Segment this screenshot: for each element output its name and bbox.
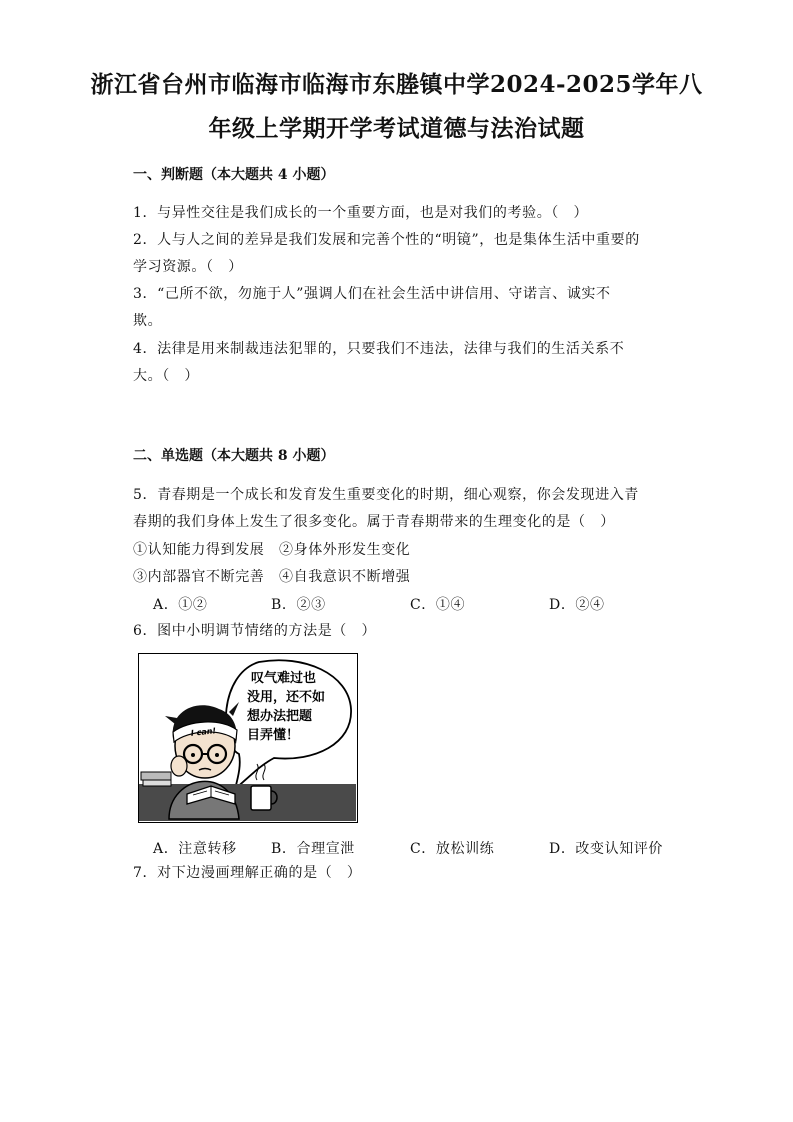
question-6-option-c: C．放松训练: [410, 841, 495, 857]
question-7: 7．对下边漫画理解正确的是（ ）: [133, 865, 362, 881]
exam-title-line1: 浙江省台州市临海市临海市东塍镇中学2024-2025学年八: [90, 71, 703, 98]
section-judgement-heading: 一、判断题（本大题共 4 小题）: [133, 167, 335, 183]
question-4-line2: 大。（ ）: [133, 368, 199, 384]
exam-title-line2: 年级上学期开学考试道德与法治试题: [208, 115, 585, 142]
question-1: 1．与异性交往是我们成长的一个重要方面，也是对我们的考验。（ ）: [133, 205, 589, 221]
question-3-line2: 欺。: [133, 313, 163, 329]
question-5-line2: 春期的我们身体上发生了很多变化。属于青春期带来的生理变化的是（ ）: [133, 514, 615, 530]
question-6: 6．图中小明调节情绪的方法是（ ）: [133, 623, 377, 639]
question-3-line1: 3．“己所不欲，勿施于人”强调人们在社会生活中讲信用、守诺言、诚实不: [133, 286, 611, 302]
question-5-option-d: D．②④: [549, 597, 605, 613]
cartoon-drawing: [139, 654, 356, 821]
cartoon-image: [138, 653, 358, 823]
question-5-statements-2: ③内部器官不断完善 ④自我意识不断增强: [133, 569, 411, 585]
headband-text: I can!: [190, 726, 217, 738]
bubble-line-2: 没用，还不如: [247, 690, 326, 705]
question-6-option-d: D．改变认知评价: [549, 841, 664, 857]
bubble-line-3: 想办法把题: [247, 709, 313, 724]
question-5-option-a: A．①②: [153, 597, 208, 613]
mug-icon: [251, 786, 271, 810]
bubble-line-1: 叹气难过也: [251, 671, 317, 686]
section-single-choice-heading: 二、单选题（本大题共 8 小题）: [133, 448, 335, 464]
question-5-option-c: C．①④: [410, 597, 466, 613]
question-2-line1: 2．人与人之间的差异是我们发展和完善个性的“明镜”，也是集体生活中重要的: [133, 232, 640, 248]
question-6-option-b: B．合理宣泄: [271, 841, 355, 857]
question-6-option-a: A．注意转移: [153, 841, 237, 857]
student-hand: [171, 756, 187, 776]
question-5-line1: 5．青春期是一个成长和发育发生重要变化的时期，细心观察，你会发现进入青: [133, 487, 639, 503]
question-2-line2: 学习资源。（ ）: [133, 259, 243, 275]
question-5-statements-1: ①认知能力得到发展 ②身体外形发生变化: [133, 542, 411, 558]
question-5-option-b: B．②③: [271, 597, 326, 613]
bubble-line-4: 目弄懂！: [247, 728, 300, 743]
question-4-line1: 4．法律是用来制裁违法犯罪的，只要我们不违法，法律与我们的生活关系不: [133, 341, 625, 357]
book-stack-icon: [141, 772, 171, 780]
